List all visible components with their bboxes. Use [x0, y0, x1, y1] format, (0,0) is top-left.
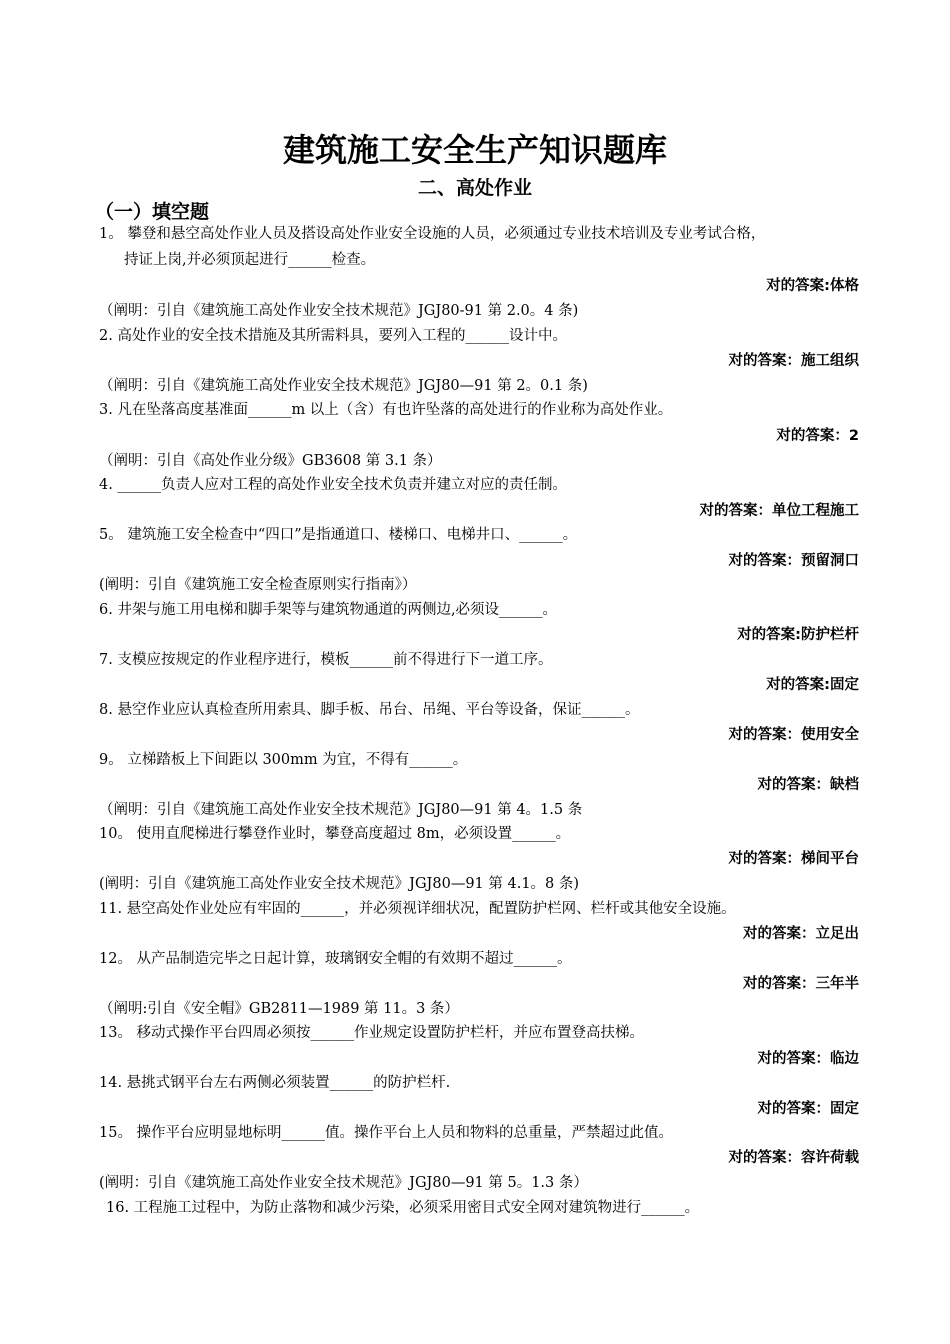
answer-13: 对的答案：临边: [757, 1051, 859, 1067]
document-title: 建筑施工安全生产知识题库: [282, 131, 667, 169]
answer-9: 对的答案：缺档: [757, 777, 859, 793]
question-14: 14. 悬挑式钢平台左右两侧必须装置______的防护栏杆.: [99, 1075, 451, 1091]
question-6: 6. 井架与施工用电梯和脚手架等与建筑物通道的两侧边,必须设______。: [99, 602, 558, 618]
note-2: （阐明：引自《建筑施工高处作业安全技术规范》JGJ80—91 第 2。0.1 条): [99, 378, 588, 394]
answer-12: 对的答案：三年半: [743, 976, 859, 992]
answer-11: 对的答案：立足出: [743, 926, 859, 942]
question-5: 5。 建筑施工安全检查中“四口”是指通道口、楼梯口、电梯井口、______。: [99, 527, 578, 543]
answer-14: 对的答案：固定: [757, 1101, 859, 1117]
note-10: (阐明：引自《建筑施工高处作业安全技术规范》JGJ80—91 第 4.1。8 条): [99, 876, 580, 892]
section-heading: （一）填空题: [95, 201, 210, 223]
answer-15: 对的答案：容许荷载: [728, 1150, 859, 1166]
question-15: 15。 操作平台应明显地标明______值。操作平台上人员和物料的总重量，严禁超过此值。: [99, 1125, 674, 1141]
answer-7: 对的答案:固定: [766, 677, 859, 693]
note-3: （阐明：引自《高处作业分级》GB3608 第 3.1 条）: [99, 453, 442, 469]
question-8: 8. 悬空作业应认真检查所用索具、脚手板、吊台、吊绳、平台等设备，保证______。: [99, 702, 640, 718]
note-15: (阐明：引自《建筑施工高处作业安全技术规范》JGJ80—91 第 5。1.3 条）: [99, 1175, 588, 1191]
answer-10: 对的答案：梯间平台: [728, 851, 859, 867]
question-9: 9。 立梯踏板上下间距以 300mm 为宜，不得有______。: [99, 752, 468, 768]
note-12: （阐明:引自《安全帽》GB2811—1989 第 11。3 条）: [99, 1001, 459, 1017]
answer-4: 对的答案：单位工程施工: [699, 503, 859, 519]
question-11: 11. 悬空高处作业处应有牢固的______，并必须视详细状况，配置防护栏网、栏杆或其他安全设施。: [99, 901, 736, 917]
question-16: 16. 工程施工过程中，为防止落物和减少污染，必须采用密目式安全网对建筑物进行______。: [106, 1200, 700, 1216]
question-1-line-2: 持证上岗,并必须顶起进行______检查。: [124, 252, 376, 268]
question-12: 12。 从产品制造完毕之日起计算，玻璃钢安全帽的有效期不超过______。: [99, 951, 572, 967]
note-5: (阐明：引自《建筑施工安全检查原则实行指南》）: [99, 577, 417, 593]
question-4: 4. ______负责人应对工程的高处作业安全技术负责并建立对应的责任制。: [99, 477, 567, 493]
answer-5: 对的答案：预留洞口: [728, 553, 859, 569]
answer-6: 对的答案:防护栏杆: [737, 627, 859, 643]
question-2: 2. 高处作业的安全技术措施及其所需料具，要列入工程的______设计中。: [99, 328, 567, 344]
chapter-subtitle: 二、高处作业: [417, 177, 532, 199]
answer-2: 对的答案：施工组织: [728, 353, 859, 369]
answer-3: 对的答案：2: [776, 428, 859, 444]
question-13: 13。 移动式操作平台四周必须按______作业规定设置防护栏杆，并应布置登高扶梯。: [99, 1025, 645, 1041]
question-3: 3. 凡在坠落高度基准面______m 以上（含）有也许坠落的高处进行的作业称为高处作业。: [99, 402, 673, 418]
answer-8: 对的答案：使用安全: [728, 727, 859, 743]
question-7: 7. 支模应按规定的作业程序进行，模板______前不得进行下一道工序。: [99, 652, 553, 668]
note-9: （阐明：引自《建筑施工高处作业安全技术规范》JGJ80—91 第 4。1.5 条: [99, 802, 583, 818]
answer-1: 对的答案:体格: [766, 278, 859, 294]
note-1: （阐明：引自《建筑施工高处作业安全技术规范》JGJ80-91 第 2.0。4 条): [99, 303, 579, 319]
question-10: 10。 使用直爬梯进行攀登作业时，攀登高度超过 8m，必须设置______。: [99, 826, 571, 842]
question-1-line-1: 1。 攀登和悬空高处作业人员及搭设高处作业安全设施的人员，必须通过专业技术培训及专业考试合格，: [99, 226, 766, 242]
